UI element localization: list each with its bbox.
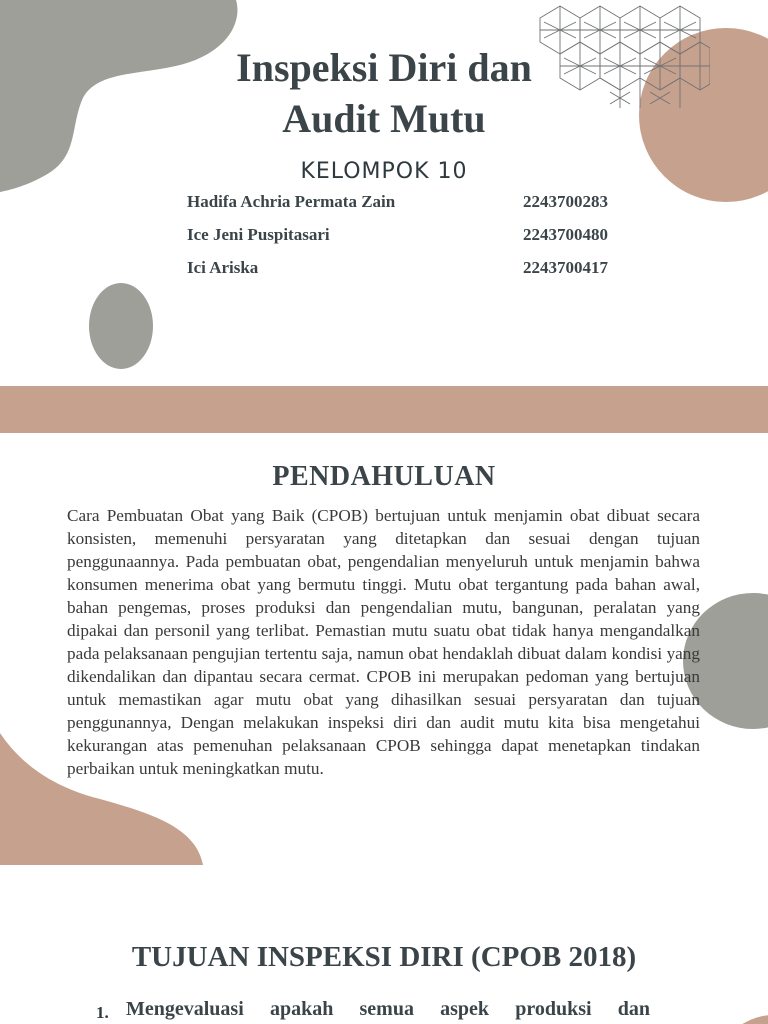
decorative-oval bbox=[89, 283, 153, 369]
slide-title-line-1: Inspeksi Diri dan bbox=[236, 45, 532, 90]
member-name-1: Hadifa Achria Permata Zain bbox=[187, 192, 396, 211]
list-number: 1. bbox=[96, 1003, 109, 1022]
member-id-1: 2243700283 bbox=[523, 192, 608, 211]
slide-divider-band bbox=[0, 386, 768, 433]
section-heading: PENDAHULUAN bbox=[272, 461, 496, 492]
decorative-circle bbox=[714, 1015, 768, 1024]
group-label: KELOMPOK 10 bbox=[300, 159, 468, 184]
member-id-2: 2243700480 bbox=[523, 225, 608, 244]
member-name-2: Ice Jeni Puspitasari bbox=[187, 225, 330, 244]
title-slide bbox=[0, 0, 768, 386]
slide-title-line-2: Audit Mutu bbox=[282, 96, 486, 141]
member-name-3: Ici Ariska bbox=[187, 258, 259, 277]
goals-slide bbox=[0, 865, 768, 1024]
section-heading: TUJUAN INSPEKSI DIRI (CPOB 2018) bbox=[131, 941, 637, 973]
member-id-3: 2243700417 bbox=[523, 258, 608, 277]
intro-paragraph: Cara Pembuatan Obat yang Baik (CPOB) bertujuan untuk menjamin obat dibuat secara konsisten, memenuhi persyaratan yang ditetapkan dan sesuai dengan tujuan penggunaannya. Pada pembuatan obat, pengendalian menyeluruh untuk menjamin bahwa konsumen menerima obat yang bermutu tinggi. Mutu obat tergantung pada bahan awal, bahan pengemas, proses produksi dan pengendalian mutu, bangunan, peralatan yang dipakai dan personil yang terlibat. Pemastian mutu suatu obat tidak hanya mengandalkan pada pelaksanaan pengujian tertentu saja, namun obat hendaklah dibuat dalam kondisi yang dikendalikan dan dipantau secara cermat. CPOB ini merupakan pedoman yang bertujuan untuk memastikan agar mutu obat yang dihasilkan sesuai persyaratan dan tujuan penggunannya, Dengan melakukan inspeksi diri dan audit mutu kita bisa mengetahui kekurangan atas pemenuhan pelaksanaan CPOB sehingga dapat menetapkan tindakan perbaikan untuk meningkatkan mutu. bbox=[67, 506, 700, 778]
intro-slide bbox=[0, 433, 768, 865]
list-item-text: Mengevaluasi apakah semua aspek produksi dan bbox=[126, 998, 650, 1020]
